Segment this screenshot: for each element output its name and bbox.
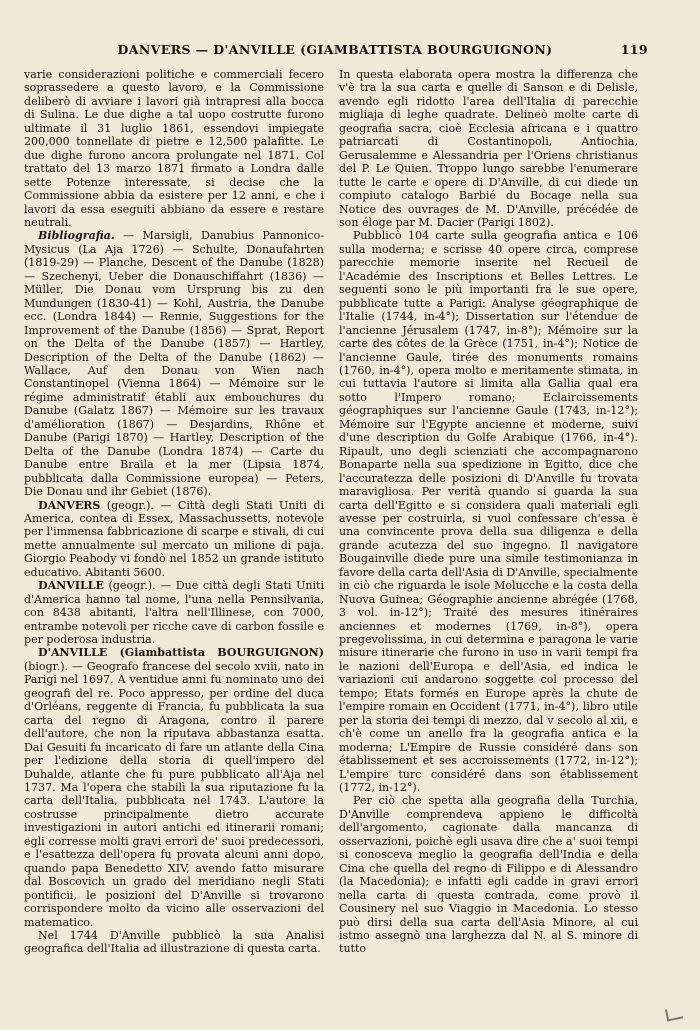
page-corner-mark [665,1006,683,1021]
right-paragraph-1: In questa elaborata opera mostra la differenza che v'è tra la sua carta e quelle di Sanson e di Delisle, avendo egli ridotto l'area dell'Italia di parecchie migliaja di leghe quadrate. Delineò molte carte di geografia sacra, cioè Ecclesia africana e i quattro patriarcati di Costantinopoli, Antiochia, Gerusalemme e Alessandria per l'Oriens christianus del P. Le Quien. Troppo lungo sarebbe l'enumerare tutte le carte e opere di D'Anville, di cui diede un compiuto catalogo Barbié du Bocage nella sua Notice des ouvrages de M. D'Anville, précédée de son éloge par M. Dacier (Parigi 1802). [339,68,638,229]
analysis-paragraph: Nel 1744 D'Anville pubblicò la sua Analisi geografica dell'Italia ad illustrazione di questa carta. [24,929,324,956]
entry-danville [24,579,324,646]
running-header [22,42,648,64]
danube-paragraph: varie considerazioni politiche e commerciali fecero soprassedere a questo lavoro, e la Commissione deliberò di avviare i lavori già intrapresi alla bocca di Sulina. Le due dighe a tal uopo costrutte furono ultimate il 31 luglio 1861, essendovi impiegate 200,000 tonnellate di pietre e 12,500 palafitte. Le due dighe furono ancora prolungate nel 1871. Col trattato del 13 marzo 1871 firmato a Londra dalle sette Potenze interessate, si decise che la Commissione abbia da esistere per 12 anni, e che i lavori da essa eseguiti abbiano da essere e restare neutrali. [24,68,324,229]
bibliography-text: — Marsigli, Danubius Pannonico-Mysicus (La Aja 1726) — Schulte, Donaufahrten (1819-29) — Planche, Descent of the Danube (1828) — Szechenyi, Ueber die Donauschiffahrt (1836) — Müller, Die Donau vom Ursprung bis zu den Mundungen (1830-41) — Kohl, Austria, the Danube ecc. (Londra 1844) — Rennie, Suggestions for the Improvement of the Danube (1856) — Sprat, Report on the Delta of the Danube (1857) — Hartley, Description of the Delta of the Danube (1862) — Wallace, Auf den Donau von Wien nach Constantinopel (Vienna 1864) — Mémoire sur le régime administratif établi aux embouchures du Danube (Galatz 1867) — Mémoire sur les travaux d'amélioration (1867) — Desjardins, Rhône et Danube (Parigi 1870) — Hartley, Description of the Delta of the Danube (Londra 1874) — Carte du Danube entre Braila et la mer (Lipsia 1874, pubblicata dalla Commissione europea) — Peters, Die Donau und ihr Gebiet (1876). [24,229,324,499]
entry-danville-bio [24,646,324,929]
page-number: 119 [620,42,648,57]
right-column [339,68,638,956]
entry-danville-text: (geogr.). — Due città degli Stati Uniti d'America hanno tal nome, l'una nella Pennsilvania, con 8438 abitanti, l'altra nell'Illinese, con 7000, entrambe notevoli per ricche cave di carbon fossile e per poderosa industria. [24,579,324,647]
bibliography-paragraph [24,229,324,498]
entry-danvers-text: (geogr.). — Città degli Stati Uniti di America, contea di Essex, Massachussetts, notevole per l'immensa fabbricazione di scarpe e stivali, di cui mette annualmente sul mercato un milione di paja. Giorgio Peabody vi fondò nel 1852 un grande istituto educativo. Abitanti 5600. [24,498,324,579]
entry-danville-bio-text: (biogr.). — Geografo francese del secolo xviii, nato in Parigi nel 1697. A ventidue anni fu nominato uno dei geografi del re. Poco appresso, per ordine del duca d'Orléans, reggente di Francia, fu pubblicata la sua carta del regno di Aragona, contro il parere dell'autore, che non la riputava abbastanza esatta. Dai Gesuiti fu incaricato di fare un atlante della Cina per l'edizione della storia di quell'impero del Duhalde, atlante che fu pure pubblicato all'Aja nel 1737. Ma l'opera che stabilì la sua riputazione fu la carta dell'Italia, pubblicata nel 1743. L'autore la costrusse principalmente dietro accurate investigazioni in autori antichi ed itinerarii romani; egli corresse molti gravi errori de' suoi predecessori, e l'esattezza dell'opera fu provata alcuni anni dopo, quando papa Benedetto XIV, avendo fatto misurare dal Boscovich un grado del meridiano negli Stati pontificii, le posizioni del D'Anville si trovarono corrispondere molto da vicino alle osservazioni del matematico. [24,659,324,929]
left-column [24,68,324,956]
right-paragraph-3: Per ciò che spetta alla geografia della Turchia, D'Anville comprendeva appieno le difficoltà dell'argomento, cagionate dalla mancanza di osservazioni, poichè egli usava dire che a' suoi tempi si conosceva meglio la geografia dell'India e della Cina che quella del regno di Filippo e di Alessandro (la Macedonia); e infatti egli cadde in gravi errori nella carta di questa contrada, come provò il Cousinery nel suo Viaggio in Macedonia. Lo stesso può dirsi della sua carta dell'Asia Minore, al cui istmo assegnò una larghezza dal N. al S. minore di tutto [339,794,638,956]
running-title: DANVERS — D'ANVILLE (GIAMBATTISTA BOURGUIGNON) [117,42,553,57]
headword-danville-bio: D'ANVILLE (Giambattista BOURGUIGNON) [38,646,324,660]
entry-danvers [24,499,324,580]
headword-danville: DANVILLE [38,579,104,593]
right-paragraph-2: Pubblicò 104 carte sulla geografia antica e 106 sulla moderna; e scrisse 40 opere circa, comprese parecchie memorie inserite nel Recueil de l'Académie des Inscriptions et Belles Lettres. Le seguenti sono le più importanti fra le sue opere, pubblicate tutte a Parigi: Analyse géographique de l'Italie (1744, in-4°); Dissertation sur l'étendue de l'ancienne Jérusalem (1747, in-8°); Mémoire sur la carte des côtes de la Grèce (1751, in-4°); Notice de l'ancienne Gaule, tirée des monuments romains (1760, in-4°), opera molto e meritamente stimata, in cui tuttavia l'autore si limita alla Gallia qual era sotto l'Impero romano; Eclaircissements géographiques sur l'ancienne Gaule (1743, in-12°); Mémoire sur l'Egypte ancienne et moderne, suivi d'une description du Golfe Arabique (1766, in-4°). Ripault, uno degli scienziati che accompagnarono Bonaparte nella sua spedizione in Egitto, dice che l'accuratezza delle posizioni di D'Anville fu trovata maravigliosa. Per verità quando si guarda la sua carta dell'Egitto e si considera quali materiali egli avesse per costruirla, si vuol confessare ch'essa è una convincente prova della sua diligenza e della grande acutezza del suo ingegno. Il navigatore Bougainville diede pure una simile testimonianza in favore della carta dell'Asia di D'Anville, specialmente in ciò che riguarda le isole Molucche e la costa della Nuova Guinea; Géographie ancienne abrégée (1768, 3 vol. in-12°); Traité des mesures itinéraires anciennes et modernes (1769, in-8°), opera pregevolissima, in cui determina e paragona le varie misure itinerarie che furono in uso in varii tempi fra le nazioni dell'Europa e dell'Asia, ed indica le variazioni cui andarono soggette col processo del tempo; Etats formés en Europe après la chute de l'empire romain en Occident (1771, in-4°), libro utile per la storia dei tempi di mezzo, dal v secolo al xii, e ch'è come un anello fra la geografia antica e la moderna; L'Empire de Russie considéré dans son établissement et ses accroissements (1772, in-12°); L'empire turc considéré dans son établissement (1772, in-12°). [339,229,638,795]
headword-danvers: DANVERS [38,498,101,512]
bibliography-label: Bibliografia. [38,229,115,243]
